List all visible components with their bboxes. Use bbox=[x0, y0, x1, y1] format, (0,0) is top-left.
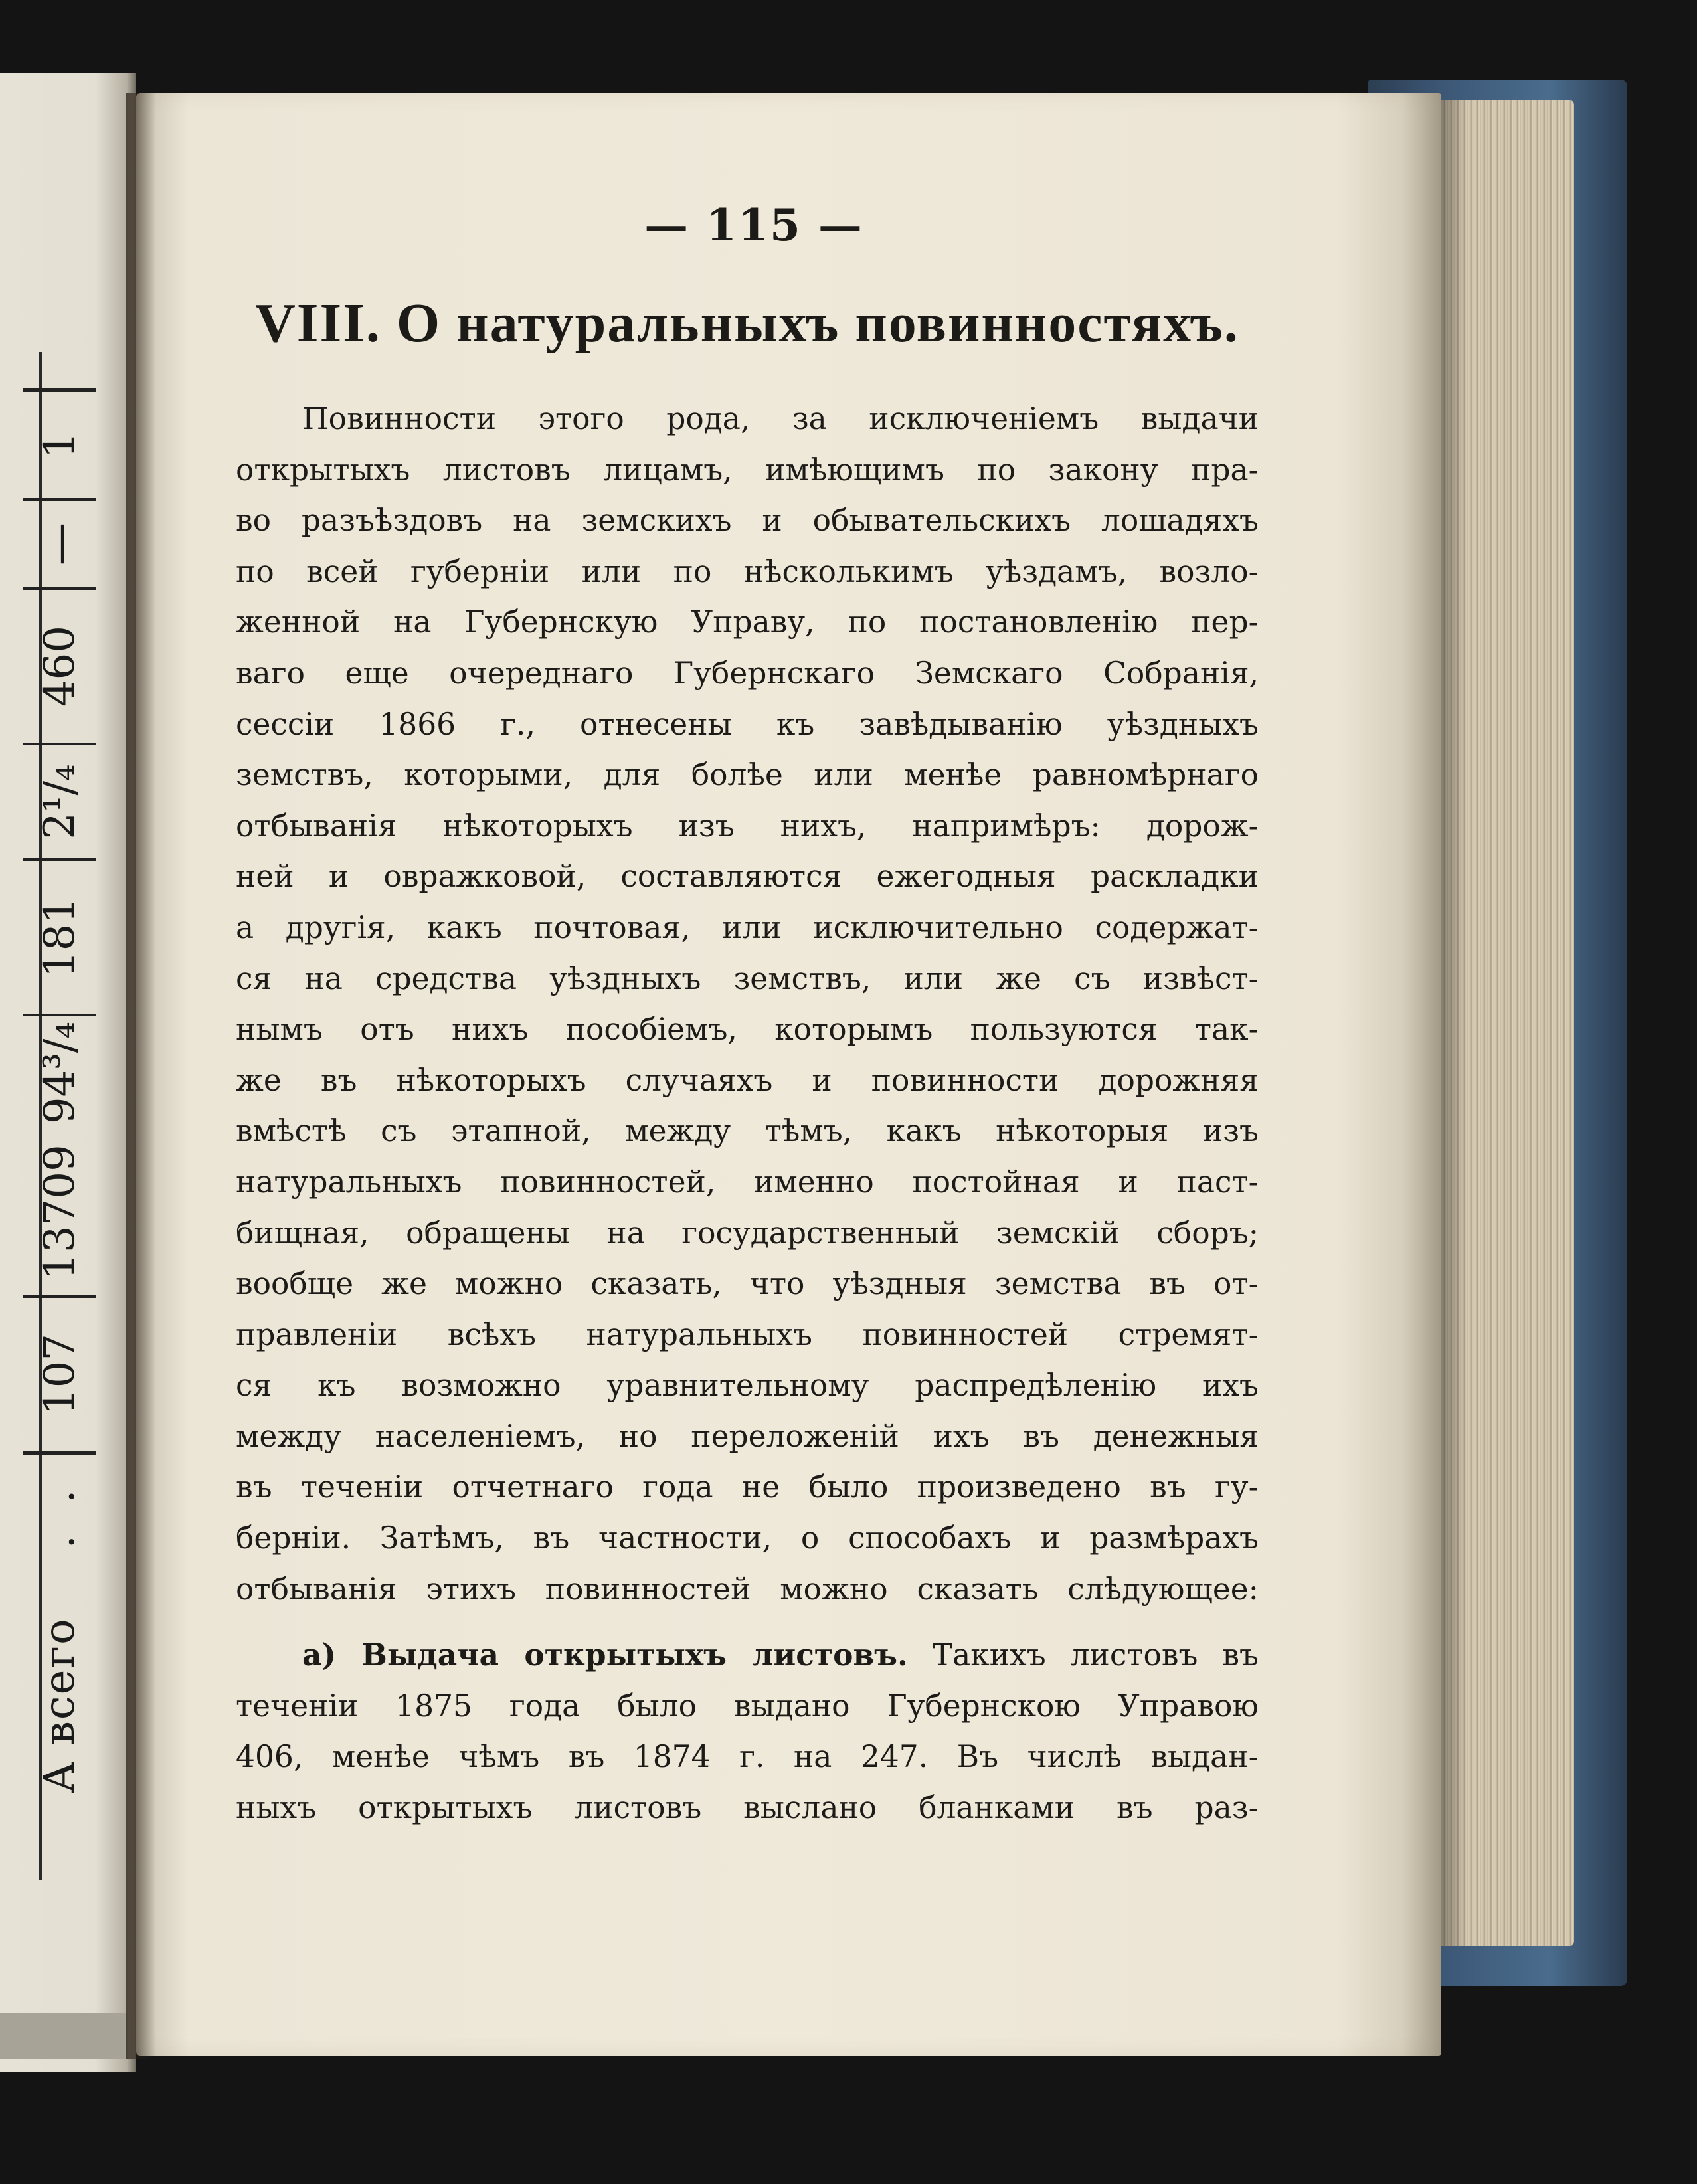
text-line: ся къ возможно уравнительному распредѣленію ихъ bbox=[236, 1368, 1259, 1404]
text-line: правленіи всѣхъ натуральныхъ повинностей стремят- bbox=[236, 1317, 1259, 1352]
text-line: женной на Губернскую Управу, по постановленію пер- bbox=[236, 604, 1259, 640]
left-col-separator bbox=[23, 498, 96, 501]
text-line: теченіи 1875 года было выдано Губернскою Управою bbox=[236, 1688, 1259, 1724]
left-col-separator bbox=[23, 1014, 96, 1016]
page-number: — 115 — bbox=[644, 199, 863, 251]
text-line: бищная, обращены на государственный земскій сборъ; bbox=[236, 1215, 1259, 1251]
left-col-separator bbox=[23, 1295, 96, 1298]
text-line: натуральныхъ повинностей, именно постойная и паст- bbox=[236, 1164, 1259, 1200]
text-line: вообще же можно сказать, что уѣздныя земства въ от- bbox=[236, 1266, 1259, 1302]
left-value: 2¹/₄ bbox=[35, 764, 84, 840]
text-line: отбыванія этихъ повинностей можно сказать слѣдующее: bbox=[236, 1571, 1259, 1607]
text-line: ныхъ открытыхъ листовъ выслано бланками въ раз- bbox=[236, 1790, 1259, 1826]
paragraph-1 bbox=[236, 394, 1259, 1615]
text-line: открытыхъ листовъ лицамъ, имѣющимъ по закону пра- bbox=[236, 452, 1259, 488]
left-value: 1 bbox=[35, 431, 84, 459]
left-col-separator bbox=[23, 1451, 96, 1455]
text-line: отбыванія нѣкоторыхъ изъ нихъ, напримѣръ: дорож- bbox=[236, 808, 1259, 844]
page-content bbox=[236, 199, 1259, 1834]
text-line: сессіи 1866 г., отнесены къ завѣдыванію уѣздныхъ bbox=[236, 706, 1259, 742]
text-line: ваго еще очереднаго Губернскаго Земскаго Собранія, bbox=[236, 655, 1259, 691]
left-value: 181 bbox=[35, 896, 84, 978]
text-line: ся на средства уѣздныхъ земствъ, или же съ извѣст- bbox=[236, 960, 1259, 996]
text-line: берніи. Затѣмъ, въ частности, о способахъ и размѣрахъ bbox=[236, 1520, 1259, 1556]
left-col-separator bbox=[23, 587, 96, 590]
text-line: 406, менѣе чѣмъ въ 1874 г. на 247. Въ числѣ выдан- bbox=[236, 1739, 1259, 1775]
text-line: же въ нѣкоторыхъ случаяхъ и повинности дорожняя bbox=[236, 1062, 1259, 1098]
left-value: 13709 bbox=[35, 1144, 84, 1280]
left-col-separator bbox=[23, 743, 96, 745]
text-line: ней и овражковой, составляются ежегодныя раскладки bbox=[236, 859, 1259, 895]
text-line: земствъ, которыми, для болѣе или менѣе равномѣрнаго bbox=[236, 757, 1259, 793]
text-line bbox=[236, 1629, 1259, 1681]
gutter-shadow bbox=[126, 93, 156, 2059]
left-value: 94³/₄ bbox=[35, 1021, 84, 1125]
left-value: 107 bbox=[35, 1333, 84, 1415]
section-heading: VIII. О натуральныхъ повинностяхъ. bbox=[255, 292, 1239, 354]
left-value: — bbox=[35, 523, 84, 565]
paragraph-gap bbox=[236, 1615, 1259, 1629]
left-col-separator bbox=[23, 858, 96, 861]
left-page-edge bbox=[0, 2013, 130, 2059]
left-total-label: А всего bbox=[35, 1617, 84, 1793]
text-line: въ теченіи отчетнаго года не было произведено въ гу- bbox=[236, 1469, 1259, 1505]
text-line: по всей губерніи или по нѣсколькимъ уѣздамъ, возло- bbox=[236, 553, 1259, 589]
subsection-heading: а) Выдача открытыхъ листовъ. bbox=[302, 1637, 908, 1673]
left-page-table-row bbox=[20, 199, 100, 1793]
left-col-separator bbox=[23, 388, 96, 392]
text-line: вмѣстѣ съ этапной, между тѣмъ, какъ нѣкоторыя изъ bbox=[236, 1113, 1259, 1149]
text-line: во разъѣздовъ на земскихъ и обывательскихъ лошадяхъ bbox=[236, 503, 1259, 539]
text-line: Повинности этого рода, за исключеніемъ выдачи bbox=[302, 401, 1259, 436]
text-line: между населеніемъ, но переложеній ихъ въ денежныя bbox=[236, 1418, 1259, 1454]
left-value: 460 bbox=[35, 625, 84, 707]
text-fragment: Такихъ листовъ въ bbox=[932, 1637, 1259, 1673]
text-line: а другія, какъ почтовая, или исключительно содержат- bbox=[236, 909, 1259, 945]
left-dots: . . bbox=[35, 1480, 84, 1549]
paragraph-2 bbox=[236, 1629, 1259, 1833]
text-line: нымъ отъ нихъ пособіемъ, которымъ пользуются так- bbox=[236, 1012, 1259, 1047]
